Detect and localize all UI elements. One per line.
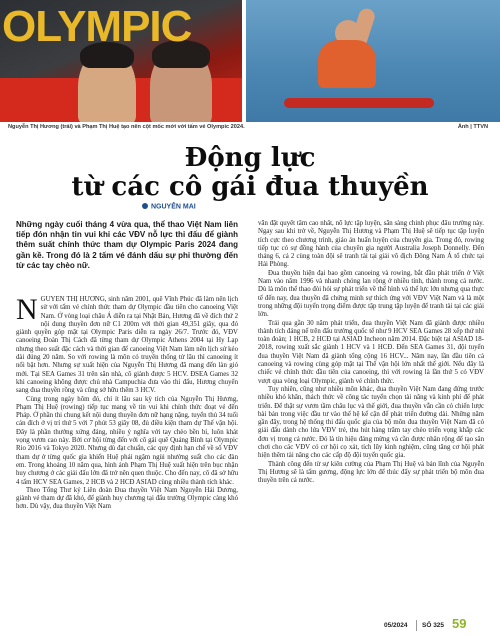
olympic-overlay-text: OLYMPIC <box>2 2 192 51</box>
rowing-boat <box>284 98 434 108</box>
paragraph: Cùng trong ngày hôm đó, chỉ ít lâu sau kỳ tích của Nguyễn Thị Hương, Phạm Thị Huệ (rowing) tiếp tục mang về tin vui khi chính thức đoạt vé đến Pháp. Ở phần thi chung kết nội dung thuyền đơn nữ hạng nặng, tuyển thủ 34 tuổi cán đích ở vị trí thứ 5 với 7 phút 53 giây 08, đủ điều kiện tham dự Thế vận hội. Đây là phần thưởng xứng đáng, nhiều ý nghĩa với tay chèo bền bỉ, luôn khát vọng vươn cao này. Bởi cơ hội từng đến với cô gái quê Quảng Bình tại Olympic Rio 2016 và Tokyo 2020. Nhưng dù đạt chuẩn, các quy định hạn chế về số VĐV tham dự ở từng quốc gia khiến Huệ phải ngậm ngùi nhường suất cho các đàn em. Trong khoảng 10 năm qua, hình ảnh Phạm Thị Huệ xuất hiện trên bục nhận huy chương ở các giải đấu lớn đã trở nên quen thuộc. Cho đến nay, cô đã sở hữu 4 tấm HCV SEA Games, 2 HCB và 2 HCĐ ASIAD cùng nhiều thành tích khác. <box>16 395 238 486</box>
paragraph: Tuy nhiên, cũng như nhiều môn khác, đua thuyền Việt Nam đang đứng trước nhiều khó khăn, thách thức về công tác tuyển chọn tài năng và kinh phí để phát triển. Để thật sự vươn tầm châu lục và thế giới, đua thuyền vẫn cần có chiến lược bài bản trong việc đầu tư vào thể hệ kế cận để phát triển đường dài. Những năm gần đây, trong hệ thống thi đấu quốc gia của bộ môn đua thuyền Việt Nam đã có giải đấu dành cho lứa VĐV trẻ, thu hút hàng trăm tay chèo triển vọng khắp các đơn vị trong cả nước. Đó là tín hiệu đáng mừng và cần được nhân rộng để tạo sân chơi cho các VĐV có cơ hội cọ xát, tích lũy kinh nghiệm, cũng tăng cơ hội phát hiện thêm tài năng cho các cấp độ đội tuyển quốc gia. <box>258 385 484 460</box>
page-number: 59 <box>452 616 467 631</box>
author-byline <box>142 203 196 211</box>
author-bullet-icon <box>142 203 148 209</box>
paragraph <box>16 296 238 396</box>
photo-athletes-flag <box>0 0 242 122</box>
rower-body <box>318 40 376 88</box>
article-lead: Những ngày cuối tháng 4 vừa qua, thể thao Việt Nam liên tiếp đón nhận tin vui khi các VĐV nỗ lực thi đấu để giành thêm suất chính thức tham dự Olympic Paris 2024 đang gần kề. Trong đó là 2 tấm vé đánh dấu sự phi thường đến từ các tay chèo nữ. <box>16 220 238 270</box>
paragraph: vẫn đặt quyết tâm cao nhất, nỗ lực tập luyện, sẵn sàng chinh phục đấu trường này. Ngay sau khi trở về, Nguyễn Thị Hương và Phạm Thị Huệ sẽ tiếp tục tập luyện tích cực theo chương trình, giáo án huấn luyện của chuyên gia. Trong đó, rowing tiếp tục có sự đồng hành của chuyên gia người Australia Joseph Donnelly. Đến tháng 6, cả 2 cùng toàn đội sẽ tranh tài tại giải vô địch Đông Nam Á tổ chức tại Hải Phòng. <box>258 220 484 269</box>
photo-caption: Nguyễn Thị Hương (trái) và Phạm Thị Huệ tạo nên cột mốc mới với tấm vé Olympic 2024. <box>8 124 245 130</box>
paragraph: Đua thuyền hiện đại bao gồm canoeing và rowing, bắt đầu phát triển ở Việt Nam vào năm 1996 và nhanh chóng lan rộng ở nhiều tỉnh, thành trong cả nước. Dù là môn thể thao đòi hỏi sự phát triển về thể hình và thể lực lớn nhưng qua thực tế đến nay, đua thuyền đã chứng minh sự thích ứng với VĐV Việt Nam và là một trong những đội tuyển trọng điểm được tập trung tập luyện để tranh tài tại các giải lớn. <box>258 269 484 319</box>
article-title-line1: Động lực <box>184 143 316 173</box>
paragraph: Theo Tổng Thư ký Liên đoàn Đua thuyền Việt Nam Nguyễn Hải Dương, giành vé tham dự đã khó, để giành huy chương tại đấu trường Olympic càng khó hơn. Dù vậy, đua thuyền Việt Nam <box>16 486 238 511</box>
photo-credit: Ảnh | TTVN <box>457 124 488 130</box>
issue-number: SỐ 325 <box>422 622 445 629</box>
paragraph: Trải qua gần 30 năm phát triển, đua thuyền Việt Nam đã giành được nhiều thành tích đáng nể trên đấu trường quốc tế như 9 HCV SEA Games 28 xếp thứ nhì toàn đoàn; 1 HCB, 2 HCĐ tại ASIAD Incheon năm 2014. Đặc biệt tại ASIAD 18-2018, rowing xuất sắc giành 1 HCV và 1 HCĐ. Đến SEA Games 31, đội tuyển đua thuyền Việt Nam đã giành tổng cộng 16 HCV... Năm nay, lần đầu tiên cả canoeing và rowing cùng góp mặt tại Thế vận hội lớn nhất thế giới. Nếu đây là chiếc vé chính thức đầu tiên của canoeing, thì với rowing là lần thứ 5 có VĐV vượt qua vòng loại Olympic, giành vé chính thức. <box>258 319 484 385</box>
paragraph-text: GUYỄN THỊ HƯƠNG, sinh năm 2001, quê Vĩnh Phúc đã làm nên lịch sử với tấm vé chính thức tham dự Olympic đầu tiên cho canoeing Việt Nam. Ở vòng loại châu Á diễn ra tại Nhật Bản, Hương đã về đích thứ 2 nội dung thuyền đơn nữ C1 200m với thời gian 49,351 giây, qua đó giành quyền góp mặt tại Olympic Paris diễn ra ngày 26/7. Trước đó, VĐV canoeing Đoàn Thị Cách đã từng tham dự Olympic Athens 2004 tại Hy Lạp nhưng theo suất đặc cách và thời gian để canoeing Việt Nam làm nên lịch sử kéo dài đúng 20 năm. So với rowing là môn có truyền thống tử lâu thì canoeing ít nổi bật hơn. Nhưng sự xuất hiện của Nguyễn Thị Hương đã mang đến làn gió mới. Tại SEA Games 31 trên sân nhà, cô giành được 5 HCV. ĐSEA Games 32 khi canoeing không được chủ nhà Campuchia đưa vào thi đấu, Hương chuyển sang đua thuyền rồng và cũng sở hữu thêm 3 HCV. <box>16 296 238 395</box>
issue-date: 05/2024 <box>384 622 408 629</box>
author-name: NGUYỄN MAI <box>151 203 196 211</box>
article-column-2 <box>258 220 484 612</box>
footer-divider <box>416 620 417 631</box>
drop-cap: N <box>16 296 38 326</box>
article-column-1 <box>16 296 238 612</box>
article-title-line2: từ các cô gái đua thuyền <box>71 172 429 202</box>
paragraph: Thành công đến từ sự kiên cường của Phạm Thị Huệ và bản lĩnh của Nguyễn Thị Hương sẽ là tấm gương, động lực lớn để thúc đẩy sự phát triển bộ môn đua thuyền trên cả nước. <box>258 460 484 485</box>
